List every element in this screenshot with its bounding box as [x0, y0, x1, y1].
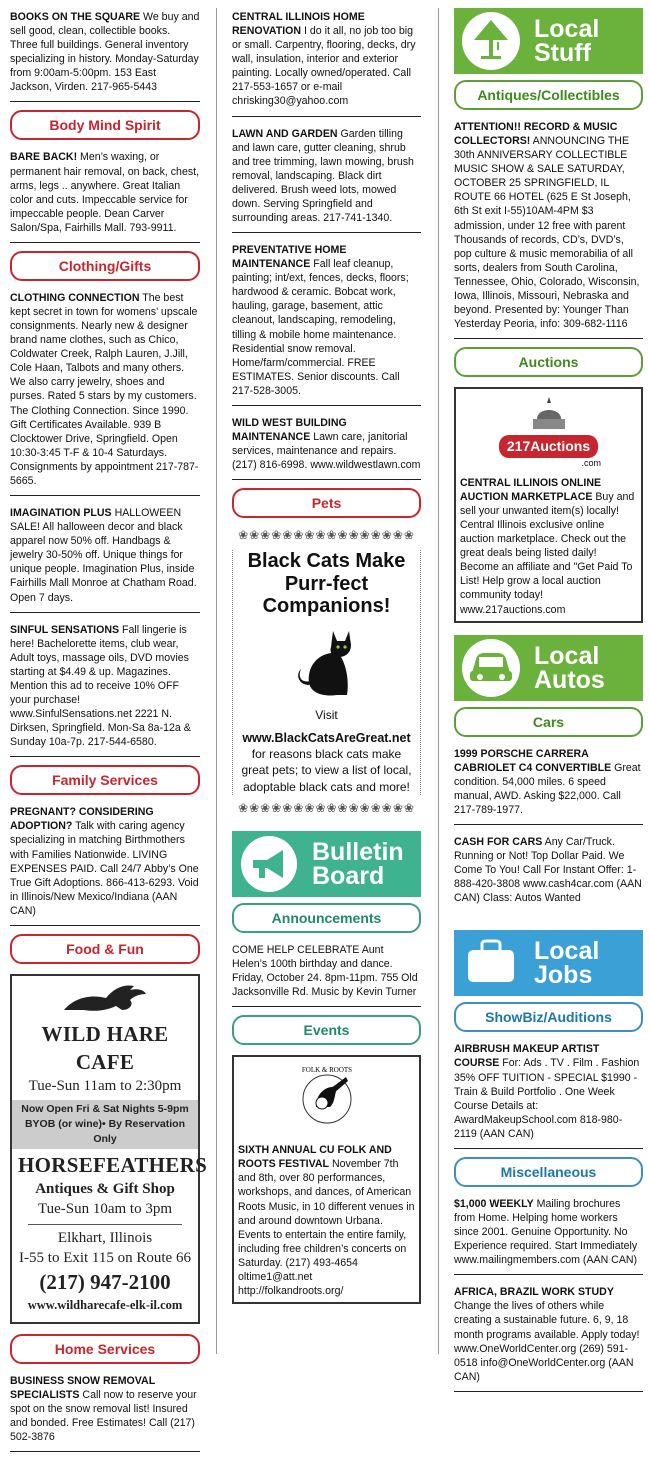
ad-headline: BARE BACK! — [10, 151, 78, 164]
ad-headline: SINFUL SENSATIONS — [10, 623, 120, 636]
ad-weekly-mailing — [454, 1195, 643, 1275]
ad-headline: WILD WEST BUILDING MAINTENANCE — [232, 416, 347, 444]
cats-body: for reasons black cats make great pets; to view a list of local, adoptable black cats and more! — [241, 747, 412, 794]
column-3 — [454, 8, 643, 1400]
banner-text: Local Jobs — [534, 937, 600, 990]
lamp-icon — [454, 8, 528, 74]
ad-headline: PREVENTATIVE HOME MAINTENANCE — [232, 244, 347, 271]
ad-headline: AFRICA, BRAZIL WORK STUDY — [454, 1286, 614, 1299]
ad-headline: ATTENTION!! RECORD & MUSIC COLLECTORS! — [454, 121, 618, 148]
ad-body: November 7th and 8th, over 80 performances, workshops, and dances, of American Roots Music, in 10 different venues in and around downtown Urbana. Events to entertain the entire family, including free children’s concerts on Saturday. (217) 493-4654 oltime1@att.net http://folkandroots.org/ — [238, 1158, 415, 1297]
ad-headline: LAWN AND GARDEN — [232, 127, 338, 140]
cafe-name: WILD HARE CAFE — [41, 1021, 169, 1074]
ad-body: We buy and sell good, clean, collectible books. Three full buildings. General inventory specializing in history. Monday-Saturday from 9:00am-5:00pm. 153 East Jackson, Virden. 217-965-5443 — [10, 11, 200, 94]
section-header-family-services: Family Services — [10, 765, 200, 795]
bulletin-board-banner — [232, 831, 421, 897]
section-header-clothing-gifts: Clothing/Gifts — [10, 251, 200, 281]
ad-pregnant-adoption — [10, 803, 200, 926]
ad-body: HALLOWEEN SALE! All halloween decor and black apparel now 50% off. Handbags & jewelry 30-50% off. Unique things for unique people. Imagination Plus, inside Fairhills Mall Monroe at Chatham Road. Open 7 days. — [10, 507, 197, 604]
ad-africa-brazil — [454, 1283, 643, 1392]
capitol-dome-icon — [519, 395, 579, 431]
ad-body: For: Ads . TV . Film . Fashion 35% OFF TUITION - SPECIAL $1990 - Train & Build Portfolio . One Week Course Details at: AwardMakeupSchool.com 818-980-2119 (AAN CAN) — [454, 1057, 640, 1140]
briefcase-icon — [454, 930, 528, 996]
folk-festival-ad — [232, 1055, 421, 1304]
ad-wild-west — [232, 414, 421, 480]
auction-ad — [454, 387, 643, 622]
cats-visit: Visit — [315, 708, 338, 723]
ad-body: ANNOUNCING THE 30th ANNIVERSARY COLLECTIBLE MUSIC SHOW & SALE SATURDAY, OCTOBER 25 SPRINGFIELD, IL ROUTE 66 HOTEL (625 E St Joseph, 6th St exit I-55)10AM-4PM $3 admission, under 12 free with parent Thousands of records, CD’s, DVD’s, pop culture & music memorabilia of all sorts, dealers from South Carolina, Tennessee, Ohio, Colorado, Wisconsin, Iowa, Illinois, Missouri, Nebraska and beyond. Presented by: Younger Than Yesterday Peoria, info: 309-682-1116 — [454, 135, 640, 331]
column-1 — [10, 8, 208, 1460]
ad-imagination-plus — [10, 504, 200, 613]
shop-hours: Tue-Sun 10am to 3pm — [37, 1201, 173, 1218]
ad-preventative-maintenance — [232, 241, 421, 406]
ad-body: Fall leaf cleanup, painting; int/ext, fences, decks, floors; hardwood & ceramic. Bobcat work, hauling, garage, basement, attic cleanout, landscaping, remodeling, tilling & mobile home maintenance. Residential snow removal. Home/farm/commercial. FREE ESTIMATES. Senior discounts. Call 217-528-3005. — [232, 258, 409, 397]
ad-body: Lawn care, janitorial services, maintenance and repairs. (217) 816-6998. www.wildwestlawn.com — [232, 431, 421, 472]
section-header-home-services: Home Services — [10, 1334, 200, 1364]
phone: (217) 947-2100 — [39, 1270, 171, 1295]
banner-text: Bulletin Board — [312, 837, 404, 890]
ad-body: Change the lives of others while creating a sustainable future. 6, 9, 18 month programs available. Apply today! www.OneWorldCenter.org (269) 591-0518 info@OneWorldCenter.org (AAN CAN) — [454, 1300, 640, 1383]
ad-headline: CASH FOR CARS — [454, 836, 543, 848]
ad-airbrush-makeup — [454, 1040, 643, 1149]
section-header-auctions: Auctions — [454, 347, 643, 377]
ad-books-on-the-square — [10, 8, 200, 102]
ad-headline: $1,000 WEEKLY — [454, 1197, 534, 1210]
megaphone-icon — [232, 831, 306, 897]
ad-cash-for-cars — [454, 833, 643, 912]
section-header-events: Events — [232, 1015, 421, 1045]
section-header-announcements: Announcements — [232, 903, 421, 933]
divider — [28, 1224, 182, 1225]
ad-clothing-connection — [10, 289, 200, 496]
ad-body: Talk with caring agency specializing in matching Birthmothers with Families Nationwide. LIVING EXPENSES PAID. Call 24/7 Abby’s One True Gift Adoptions. 866-413-6293. Void in Illinois/New Mexico/Indiana (AAN CAN) — [10, 820, 199, 917]
column-divider — [216, 8, 217, 1354]
ad-snow-removal — [10, 1372, 200, 1452]
banner-text: Local Stuff — [534, 15, 600, 67]
ad-headline: 1999 PORSCHE CARRERA CABRIOLET C4 CONVERTIBLE — [454, 747, 612, 774]
band-line: BYOB (or wine)• By Reservation Only — [24, 1117, 186, 1146]
section-header-antiques: Antiques/Collectibles — [454, 80, 643, 110]
website: www.wildharecafe-elk-il.com — [27, 1298, 183, 1313]
cafe-night-hours-band — [12, 1100, 198, 1150]
ad-aunt-helen — [232, 941, 421, 1007]
auction-logo — [460, 395, 637, 470]
ad-body: Fall lingerie is here! Bachelorette items, club wear, Adult toys, massage oils, DVD movies starting at $4.49 & up. Magazines. Mention this ad to receive 10% OFF your purchase! www.SinfulSensations.net 2221 N. Dirksen, Springfield. Mon-Sa 8a-12a & Sunday 10a-7p. 217-544-6580. — [10, 623, 191, 749]
folk-festival-logo-icon — [286, 1063, 368, 1133]
section-header-miscellaneous: Miscellaneous — [454, 1157, 643, 1187]
ad-home-renovation — [232, 8, 421, 117]
section-header-body-mind-spirit: Body Mind Spirit — [10, 110, 200, 140]
local-stuff-banner — [454, 8, 643, 74]
band-line: Now Open Fri & Sat Nights 5-9pm — [21, 1102, 189, 1115]
cafe-hours: Tue-Sun 11am to 2:30pm — [28, 1077, 182, 1094]
directions: I-55 to Exit 115 on Route 66 — [19, 1250, 191, 1267]
wild-hare-cafe-display-ad — [10, 974, 208, 1324]
hare-icon — [60, 982, 150, 1016]
ad-headline: PREGNANT? CONSIDERING ADOPTION? — [10, 806, 154, 833]
section-header-pets: Pets — [232, 488, 421, 518]
town: Elkhart, Illinois — [57, 1230, 153, 1247]
black-cats-display-ad — [232, 528, 421, 817]
car-icon — [454, 635, 528, 701]
shop-name: HORSEFEATHERS — [18, 1153, 208, 1178]
ad-bare-back — [10, 148, 200, 242]
ad-body: Men’s waxing, or permanent hair removal, on back, chest, arms, legs .. anywhere. Great Italian color and cuts. Impeccable service for impeccable people. Dean Carver Salon/Spa, Fairhills Mall. 793-9911. — [10, 151, 200, 234]
black-cat-icon — [287, 623, 367, 703]
banner-text: Local Autos — [534, 641, 605, 694]
ad-sinful-sensations — [10, 621, 200, 758]
ad-body: Mailing brochures from Home. Helping home workers since 2001. Genuine Opportunity. No Experience required. Start Immediately www.mailingmembers.com (AAN CAN) — [454, 1197, 638, 1267]
ad-headline: AIRBRUSH MAKEUP ARTIST COURSE — [454, 1043, 600, 1070]
folk-logo — [238, 1063, 415, 1137]
ad-headline: CLOTHING CONNECTION — [10, 291, 140, 304]
ad-headline: BOOKS ON THE SQUARE — [10, 11, 141, 23]
ad-body: Any Car/Truck. Running or Not! Top Dollar Paid. We Come To You! Call For Instant Offer: 1-888-420-3808 www.cash4car.com (AAN CAN) Class: Autos Wanted — [454, 836, 642, 905]
ad-body: COME HELP CELEBRATE Aunt Helen’s 100th birthday and dance. Friday, October 24. 8pm-11pm. 755 Old Jacksonville Rd. Music by Kevin Turner — [232, 943, 418, 999]
cats-url: www.BlackCatsAreGreat.net — [242, 730, 411, 745]
ad-headline: CENTRAL ILLINOIS HOME RENOVATION — [232, 11, 365, 38]
shop-subtitle: Antiques & Gift Shop — [35, 1181, 175, 1198]
ad-body: Buy and sell your unwanted item(s) locally! Central Illinois exclusive online auction marketplace. Check out the great deals being listed daily! Become an affiliate and "Get Paid To List! Help grow a local auction community today! www.217auctions.com — [460, 490, 635, 616]
cats-title: Black Cats Make Purr-fect Companions! — [247, 550, 406, 617]
auction-logo-badge: 217Auctions — [499, 435, 598, 458]
section-header-cars: Cars — [454, 707, 643, 737]
ad-body: Call now to reserve your spot on the snow removal list! Insured and bonded. Free Estimates! Call (217) 502-3876 — [10, 1388, 197, 1443]
ad-body: Garden tilling and lawn care, gutter cleaning, shrub and tree trimming, lawn mowing, brush removal, landscaping. Black dirt delivered. Brush weed lots, mowed down. Serving Springfield and surrounding areas. 217-741-1340. — [232, 127, 414, 225]
ad-body: The best kept secret in town for womens’ upscale consignments. Nearly new & designer brand name clothes, such as Chico, Coldwater Creek, Ralph Lauren, J.Jill, Cole Haan, Talbots and many others. We also carry jewelry, shoes and purses. Rated 5 stars by my customers. The Clothing Connection. Since 1990. Gift Certificates Available. 939 B Clocktower Drive, Springfield. Open 10:30-3:45 T-F & 10-4 Saturdays. Consignments by appointment 217-787-5665. — [10, 291, 199, 487]
svg-text:FOLK & ROOTS: FOLK & ROOTS — [301, 1066, 352, 1075]
section-header-showbiz: ShowBiz/Auditions — [454, 1002, 643, 1032]
ad-headline: CENTRAL ILLINOIS ONLINE AUCTION MARKETPLACE — [460, 476, 602, 503]
ad-record-show — [454, 118, 643, 339]
auction-logo-com: .com — [581, 457, 601, 468]
ad-headline: BUSINESS SNOW REMOVAL SPECIALISTS — [10, 1374, 155, 1401]
column-2 — [232, 8, 421, 1310]
section-header-food-fun: Food & Fun — [10, 934, 200, 964]
paw-prints-border: ❀❀❀❀❀❀❀❀❀❀❀❀❀❀❀❀ — [238, 528, 415, 543]
local-autos-banner — [454, 635, 643, 701]
ad-lawn-garden — [232, 125, 421, 234]
paw-prints-border: ❀❀❀❀❀❀❀❀❀❀❀❀❀❀❀❀ — [238, 800, 415, 815]
ad-body: I do it all, no job too big or small. Carpentry, flooring, decks, dry wall, insulation, interior and exterior painting. Locally owned/operated. Call 217-553-1657 or e-mail chrisking30@yahoo.com — [232, 25, 416, 108]
ad-headline: SIXTH ANNUAL CU FOLK AND ROOTS FESTIVAL — [238, 1144, 392, 1171]
ad-headline: IMAGINATION PLUS — [10, 507, 112, 520]
ad-body: Great condition. 54,000 miles. 6 speed manual, AWD. Asking $22,000. Call 217-789-1977. — [454, 761, 641, 816]
ad-porsche — [454, 745, 643, 825]
local-jobs-banner — [454, 930, 643, 996]
column-divider — [438, 8, 439, 1354]
